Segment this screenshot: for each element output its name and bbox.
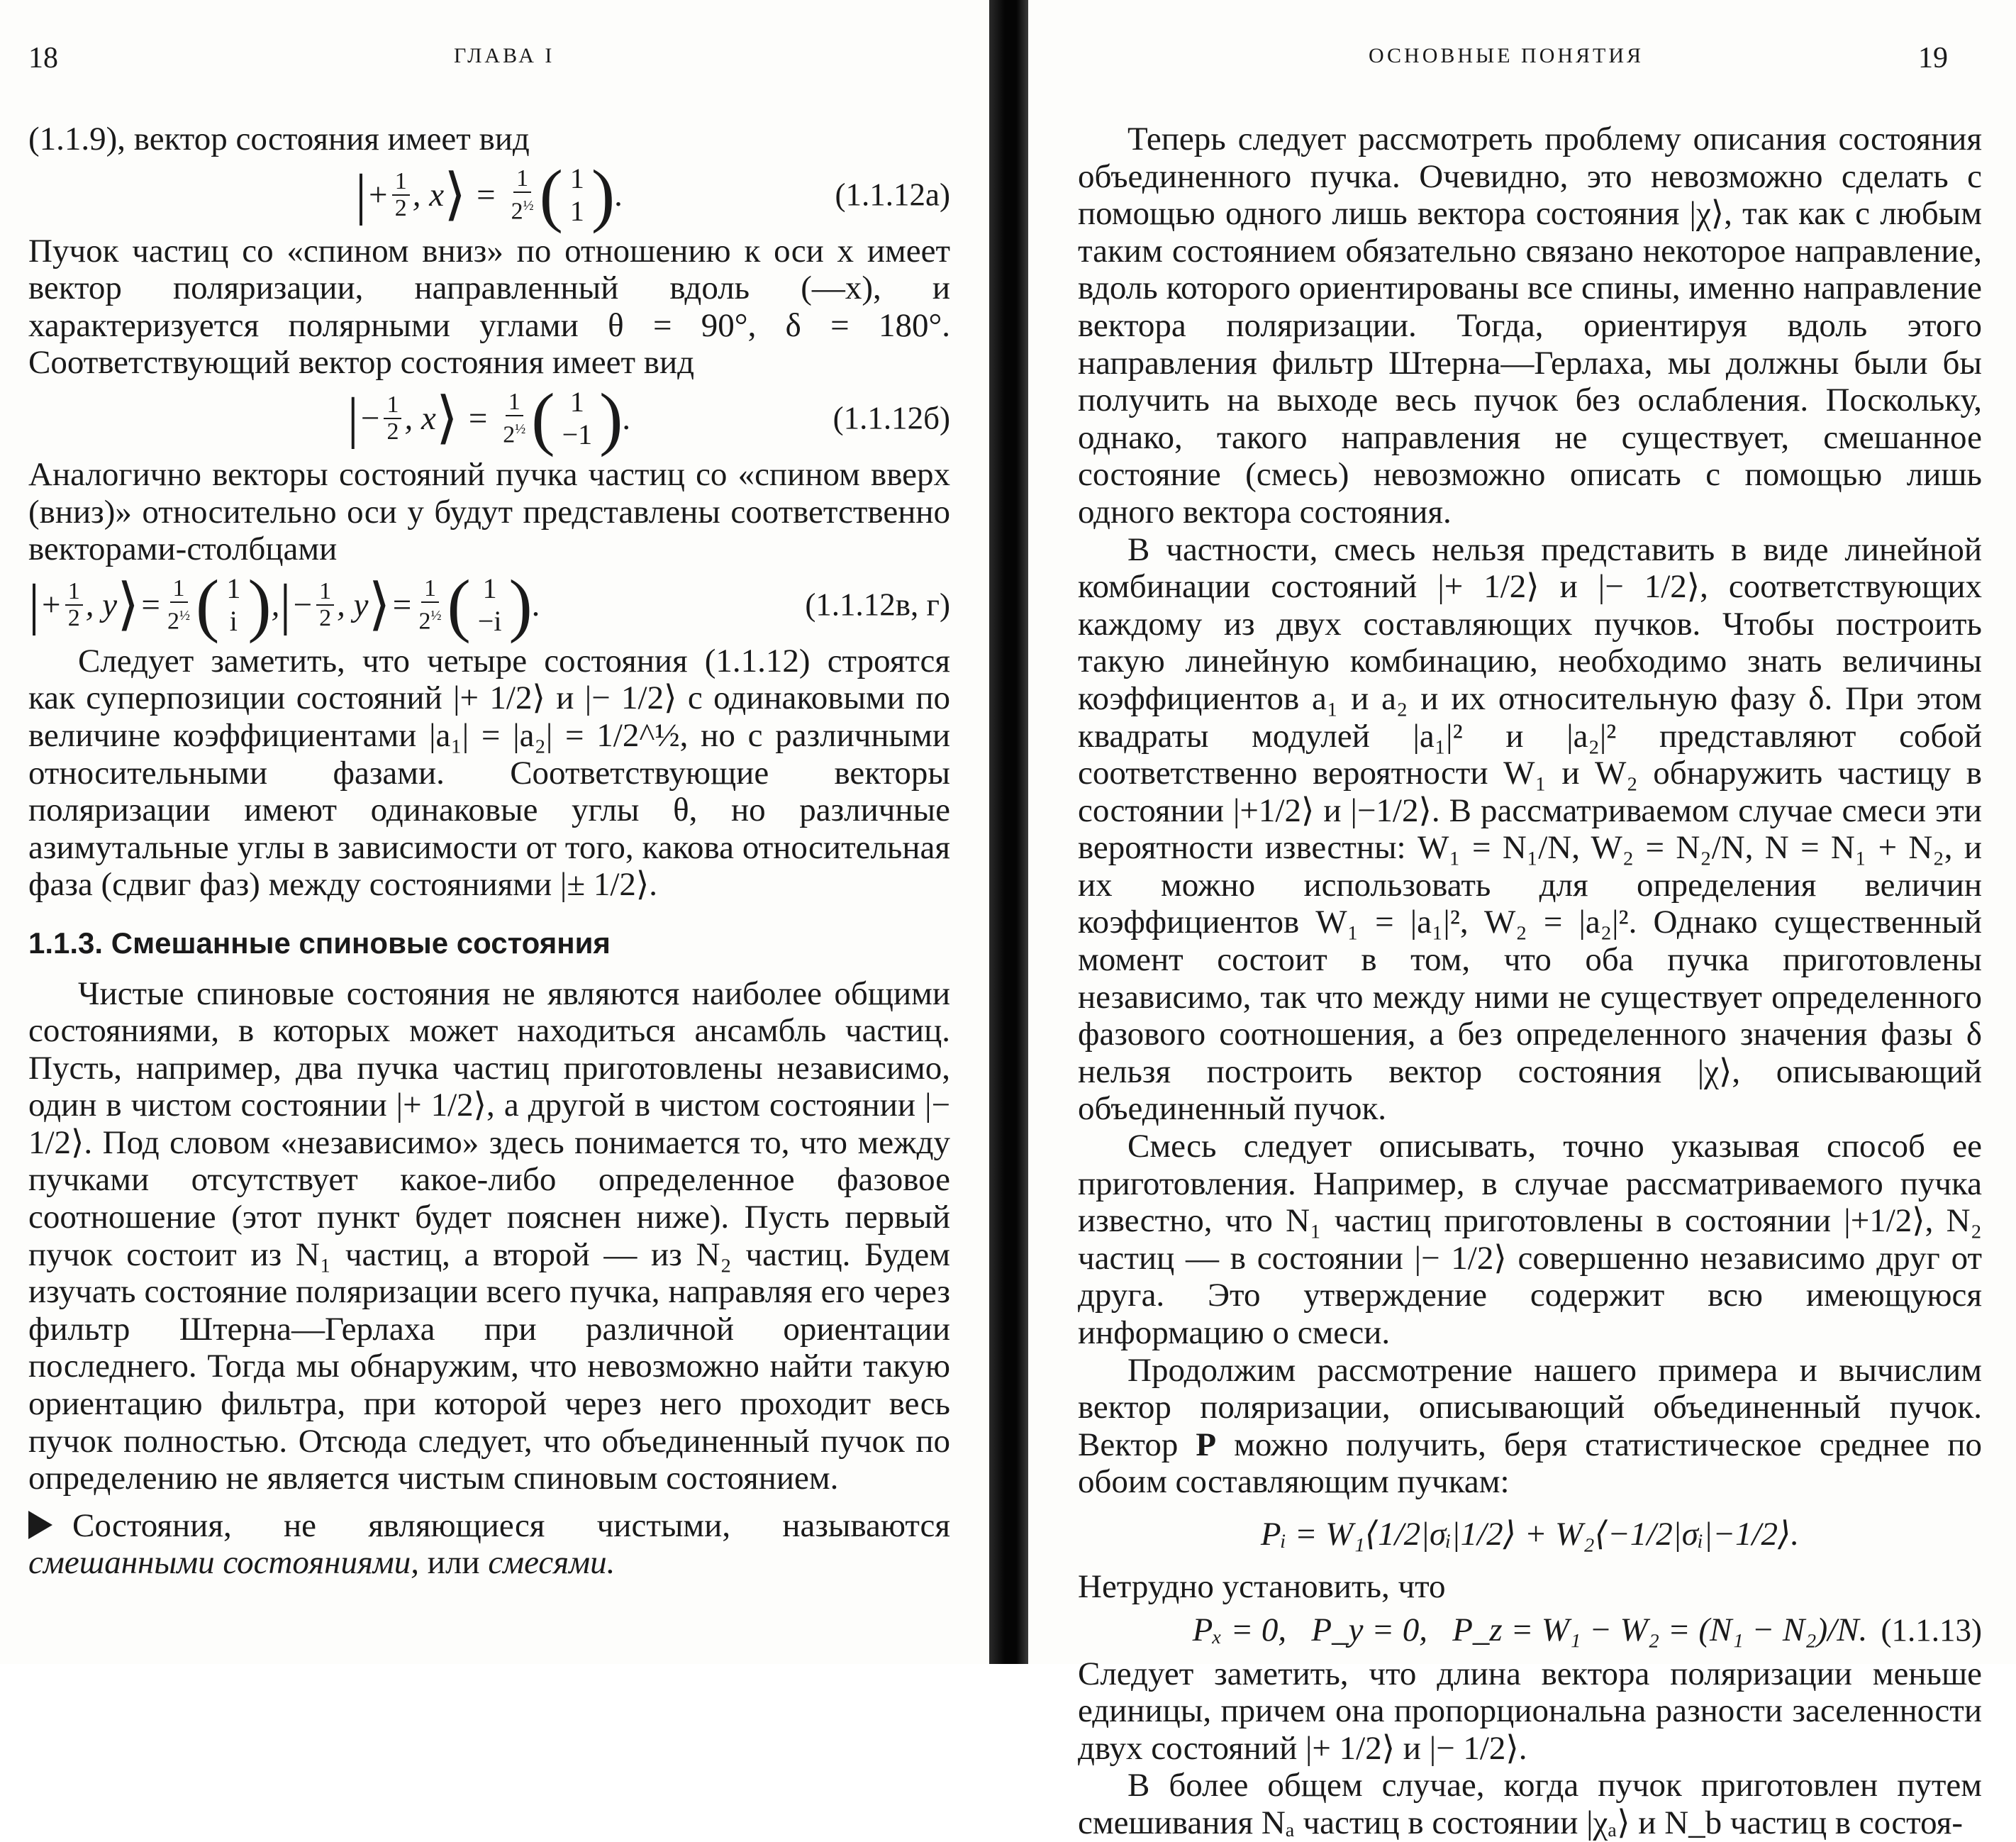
column-vector: 1 i <box>226 572 241 638</box>
fraction: $\frac{1}{2}$ <box>392 169 410 221</box>
triangle-marker-icon <box>28 1511 52 1539</box>
paragraph: (1.1.9), вектор состояния имеет вид <box>28 121 530 157</box>
right-page-body <box>1078 121 1982 1842</box>
paragraph: Теперь следует рассмотреть проблему описания состояния объединенного пучка. Очевидно, это невозможно сделать с помощью одного лишь вектора состояния |χ⟩, так как с любым таким состоянием обязательно связано некоторое направление, вдоль которого ориентированы все спины, именно направление вектора поляризации. Тогда, ориентируя вдоль этого направления фильтр Штерна—Герлаха, мы должны были бы получить на выходе весь пучок без ослабления. Поскольку, однако, такого направления не существует, смешанное состояние (смесь) невозможно описать с помощью лишь одного вектора состояния. <box>1078 121 1982 531</box>
running-head: ОСНОВНЫЕ ПОНЯТИЯ <box>1369 44 1644 67</box>
equation-1-1-12vg <box>28 565 950 645</box>
equation-label: (1.1.12в, г) <box>805 587 950 623</box>
paragraph: Нетрудно установить, что <box>1078 1568 1446 1605</box>
paragraph: Продолжим рассмотрение нашего примера и вычислим вектор поляризации, описывающий объединенный пучок. Вектор P можно получить, беря статистическое среднее по обоим составляющим пучкам: <box>1078 1351 1982 1501</box>
equation-label: (1.1.13) <box>1881 1612 1982 1648</box>
axis: x <box>421 400 436 438</box>
column-vector: 1 1 <box>569 162 584 228</box>
fraction: $\frac{1}{2^{\frac{1}{2}}}$ <box>511 165 534 225</box>
equation-1-1-13: Pₓ = 0, P_y = 0, P_z = W₁ − W₂ = (N₁ − N₂)/N. (1.1.13) <box>1192 1611 1982 1649</box>
equation-body: | + $\frac{1}{2}$ , y ⟩ = $\frac{1}{2^{\frac{1}{2}}}$ ( 1 i ) , | − $\frac{1}{2}$ , y ⟩ = $\frac{1}{2^{\frac{1}{2}}}$ ( 1 −i ) . <box>28 565 541 645</box>
left-page <box>0 0 989 1664</box>
definition-paragraph: Состояния, не являющиеся чистыми, называются смешанными состояниями, или смесями. <box>28 1507 950 1582</box>
column-vector: 1 −1 <box>562 386 593 451</box>
section-heading: 1.1.3. Смешанные спиновые состояния <box>28 926 611 960</box>
column-vector: 1 −i <box>477 572 502 638</box>
paragraph: Смесь следует описывать, точно указывая способ ее приготовления. Например, в случае рассматриваемого пучка известно, что N₁ частиц приготовлены в состоянии |+1/2⟩, N₂ частиц — в состоянии |− 1/2⟩ совершенно независимо друг от друга. Это утверждение содержит всю имеющуюся информацию о смеси. <box>1078 1128 1982 1351</box>
right-page <box>1028 0 2016 1841</box>
page-number: 19 <box>1918 42 1948 74</box>
equation-polarization-average: Pᵢ = W₁⟨1/2|σᵢ|1/2⟩ + W₂⟨−1/2|σᵢ|−1/2⟩. <box>1260 1516 1800 1553</box>
paragraph: Пучок частиц со «спином вниз» по отношению к оси x имеет вектор поляризации, направленный вдоль (—x), и характеризуется полярными углами θ = 90°, δ = 180°. Соответствующий вектор состояния имеет вид <box>28 232 950 382</box>
equation-1-1-12b <box>28 379 950 458</box>
paragraph: В более общем случае, когда пучок приготовлен путем смешивания Nₐ частиц в состоянии |χₐ⟩ и N_b частиц в состоя- <box>1078 1767 1982 1841</box>
equation-label: (1.1.12б) <box>832 401 950 437</box>
equation-label: (1.1.12а) <box>835 177 950 213</box>
paragraph: Следует заметить, что длина вектора поляризации меньше единицы, причем она пропорциональна разности заселенности двух состояний |+ 1/2⟩ и |− 1/2⟩. <box>1078 1655 1982 1767</box>
paragraph: Чистые спиновые состояния не являются наиболее общими состояниями, в которых может находиться ансамбль частиц. Пусть, например, два пучка частиц приготовлены независимо, один в чистом состоянии |+ 1/2⟩, а другой в чистом состоянии |− 1/2⟩. Под словом «независимо» здесь понимается то, что между пучками отсутствует какое-либо определенное фазовое соотношение (этот пункт будет пояснен ниже). Пусть первый пучок состоит из N₁ частиц, а второй — из N₂ частиц. Будем изучать состояние поляризации всего пучка, направляя его через фильтр Штерна—Герлаха при различной ориентации последнего. Тогда мы обнаружим, что невозможно найти такую ориентацию фильтра, при которой через него проходит весь пучок полностью. Отсюда следует, что объединенный пучок по определению не является чистым спиновым состоянием. <box>28 975 950 1497</box>
equation-1-1-12a <box>28 155 950 235</box>
running-head: ГЛАВА I <box>454 44 555 67</box>
paragraph: Следует заметить, что четыре состояния (1.1.12) строятся как суперпозиции состояний |+ 1/2⟩ и |− 1/2⟩ с одинаковыми по величине коэффициентами |a₁| = |a₂| = 1/2^½, но с различными относительными фазами. Соответствующие векторы поляризации имеют одинаковые углы θ, но различные азимутальные углы в зависимости от того, какова относительная фаза (сдвиг фаз) между состояниями |± 1/2⟩. <box>28 642 950 904</box>
equation-body: | − $\frac{1}{2}$ , x ⟩ = $\frac{1}{2^{\frac{1}{2}}}$ ( 1 −1 ) . <box>347 379 632 458</box>
equation-body: | + $\frac{1}{2}$ , x ⟩ = $\frac{1}{2^{\frac{1}{2}}}$ ( 1 1 ) . <box>355 155 623 235</box>
axis: x <box>429 176 445 213</box>
fraction: $\frac{1}{2^{\frac{1}{2}}}$ <box>503 389 526 448</box>
paragraph: Аналогично векторы состояний пучка частиц со «спином вверх (вниз)» относительно оси y будут представлены соответственно векторами-столбцами <box>28 455 950 568</box>
paragraph: В частности, смесь нельзя представить в виде линейной комбинации состояний |+ 1/2⟩ и |− 1/2⟩, соответствующих каждому из двух составляющих пучков. Чтобы построить такую линейную комбинацию, необходимо знать величины коэффициентов a₁ и a₂ и их относительную фазу δ. При этом квадраты модулей |a₁|² и |a₂|² представляют собой соответственно вероятности W₁ и W₂ обнаружить частицу в состоянии |+1/2⟩ и |−1/2⟩. В рассматриваемом случае смеси эти вероятности известны: W₁ = N₁/N, W₂ = N₂/N, N = N₁ + N₂, и их можно использовать для определения величин коэффициентов W₁ = |a₁|², W₂ = |a₂|². Однако существенный момент состоит в том, что оба пучка приготовлены независимо, так что между ними не существует определенного фазового соотношения, а без определенного значения фазы δ нельзя построить вектор состояния |χ⟩, описывающий объединенный пучок. <box>1078 531 1982 1128</box>
left-page-body <box>28 121 950 1582</box>
sign: + <box>367 176 389 213</box>
page-number: 18 <box>28 42 58 74</box>
book-gutter <box>989 0 1028 1664</box>
sign: − <box>358 400 382 438</box>
fraction: $\frac{1}{2}$ <box>384 392 401 445</box>
